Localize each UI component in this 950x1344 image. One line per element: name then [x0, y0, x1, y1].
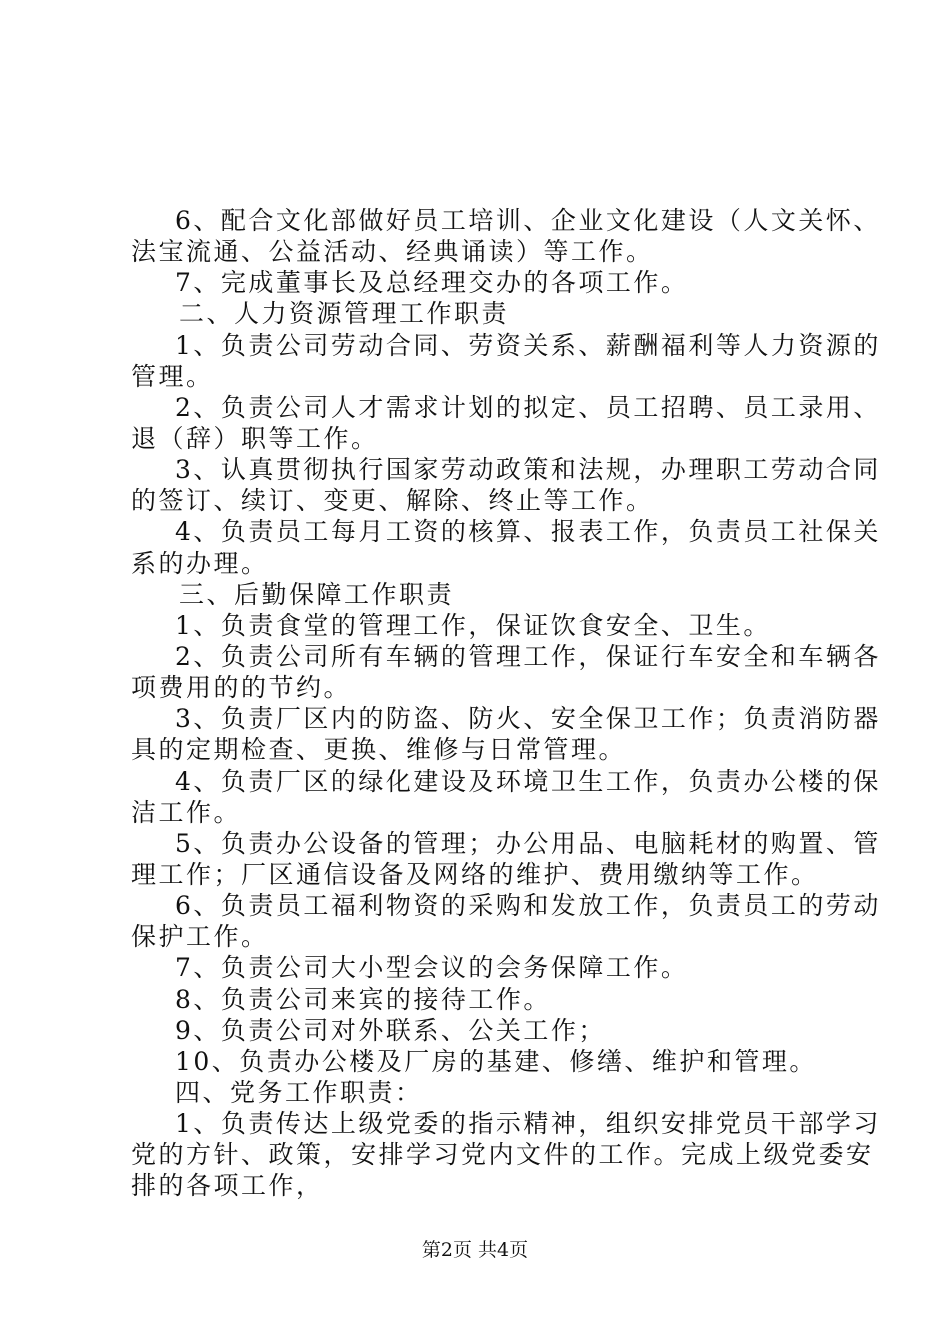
- text-line: 洁工作。: [131, 797, 242, 827]
- text-line: 排的各项工作，: [131, 1171, 324, 1201]
- text-line: 的签订、续订、变更、解除、终止等工作。: [131, 486, 654, 516]
- text-line: 7、负责公司大小型会议的会务保障工作。: [175, 953, 689, 983]
- text-line: 3、认真贯彻执行国家劳动政策和法规，办理职工劳动合同: [175, 455, 881, 485]
- text-line: 4、负责员工每月工资的核算、报表工作，负责员工社保关: [175, 517, 881, 547]
- text-line: 9、负责公司对外联系、公关工作；: [175, 1015, 606, 1045]
- text-line: 1、负责传达上级党委的指示精神，组织安排党员干部学习: [175, 1109, 881, 1139]
- text-line: 7、完成董事长及总经理交办的各项工作。: [175, 268, 689, 298]
- text-line: 法宝流通、公益活动、经典诵读）等工作。: [131, 237, 654, 267]
- text-line: 1、负责公司劳动合同、劳资关系、薪酬福利等人力资源的: [175, 330, 881, 360]
- text-line: 6、负责员工福利物资的采购和发放工作，负责员工的劳动: [175, 891, 881, 921]
- text-line: 6、配合文化部做好员工培训、企业文化建设（人文关怀、: [175, 206, 881, 235]
- section-heading: 二、人力资源管理工作职责: [179, 299, 510, 329]
- text-line: 理工作；厂区通信设备及网络的维护、费用缴纳等工作。: [131, 859, 819, 889]
- text-line: 退（辞）职等工作。: [131, 423, 379, 453]
- text-line: 4、负责厂区的绿化建设及环境卫生工作，负责办公楼的保: [175, 766, 881, 796]
- page-footer: 第2页 共4页: [421, 1239, 529, 1261]
- text-line: 管理。: [131, 361, 214, 391]
- text-line: 5、负责办公设备的管理；办公用品、电脑耗材的购置、管: [175, 828, 881, 858]
- text-line: 具的定期检查、更换、维修与日常管理。: [131, 735, 627, 765]
- text-line: 系的办理。: [131, 548, 269, 578]
- section-heading: 三、后勤保障工作职责: [179, 579, 455, 609]
- text-line: 党的方针、政策，安排学习党内文件的工作。完成上级党委安: [131, 1140, 874, 1170]
- text-line: 项费用的的节约。: [131, 673, 352, 703]
- text-line: 8、负责公司来宾的接待工作。: [175, 984, 551, 1014]
- text-line: 2、负责公司人才需求计划的拟定、员工招聘、员工录用、: [175, 392, 881, 422]
- text-line: 1、负责食堂的管理工作，保证饮食安全、卫生。: [175, 610, 771, 640]
- document-body: [131, 205, 881, 1202]
- text-line: 3、负责厂区内的防盗、防火、安全保卫工作；负责消防器: [175, 704, 881, 734]
- text-line: 2、负责公司所有车辆的管理工作，保证行车安全和车辆各: [175, 641, 881, 671]
- text-line: 四、党务工作职责：: [175, 1077, 423, 1107]
- text-line: 保护工作。: [131, 922, 269, 952]
- text-line: 10、负责办公楼及厂房的基建、修缮、维护和管理。: [175, 1046, 817, 1076]
